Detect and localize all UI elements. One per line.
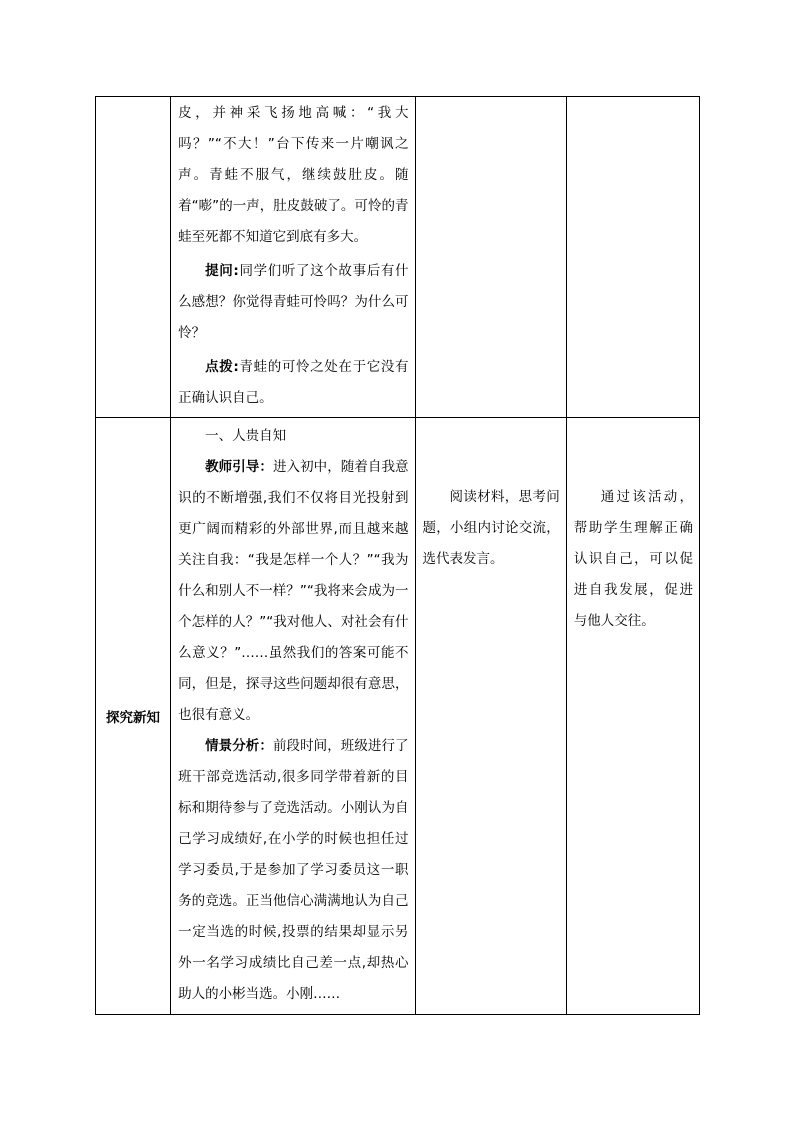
teacher-activity-cell [171, 97, 415, 418]
scene-label: 情景分析： [205, 738, 273, 754]
story-text: 皮，并神采飞扬地高喊：“我大吗？”“不大！”台下传来一片嘲讽之声。青蛙不服气，继续鼓肚皮。随着“嘭”的一声，肚皮鼓破了。可怜的青蛙至死都不知道它到底有多大。 [178, 105, 409, 245]
tip-text: 青蛙的可怜之处在于它没有正确认识自己。 [178, 359, 409, 406]
question-text: 同学们听了这个故事后有什么感想？你觉得青蛙可怜吗？为什么可怜？ [178, 263, 409, 341]
stage-cell-empty [96, 97, 171, 418]
stage-label: 探究新知 [106, 710, 161, 726]
scene-paragraph [178, 731, 408, 1010]
lesson-plan-table [95, 96, 700, 1015]
student-activity-cell [415, 418, 566, 1015]
guide-label: 教师引导： [205, 459, 273, 475]
student-activity-text: 阅读材料，思考问题，小组内讨论交流，选代表发言。 [422, 489, 560, 567]
teacher-activity-cell [171, 418, 415, 1015]
guide-text: 进入初中，随着自我意识的不断增强,我们不仅将目光投射到更广阔而精彩的外部世界,而且越来越关注自我：“我是怎样一个人？”“我为什么和别人不一样？”“我将来会成为一个怎样的人？”“我对他人、对社会有什么意义？”……虽然我们的答案可能不同，但是，探寻这些问题却很有意思，也很有意义。 [178, 459, 409, 723]
tip-label: 点拨: [205, 359, 239, 375]
scene-text: 前段时间，班级进行了班干部竞选活动,很多同学带着新的目标和期待参与了竞选活动。小刚认为自己学习成绩好,在小学的时候也担任过学习委员,于是参加了学习委员这一职务的竞选。正当他信心满满地认为自己一定当选的时候,投票的结果却显示另外一名学习成绩比自己差一点,却热心助人的小彬当选。小刚…… [178, 738, 409, 1002]
table-row [96, 97, 700, 418]
design-intent-cell-empty [566, 97, 699, 418]
guide-paragraph [178, 452, 408, 731]
tip-paragraph [178, 352, 408, 414]
question-label: 提问: [205, 263, 239, 279]
stage-cell [96, 418, 171, 1015]
question-paragraph [178, 256, 408, 349]
design-intent-cell [566, 418, 699, 1015]
section-title: 一、人贵自知 [205, 428, 287, 444]
table-row [96, 418, 700, 1015]
student-activity-cell-empty [415, 97, 566, 418]
design-intent-text: 通过该活动，帮助学生理解正确认识自己，可以促进自我发展，促进与他人交往。 [573, 489, 693, 629]
